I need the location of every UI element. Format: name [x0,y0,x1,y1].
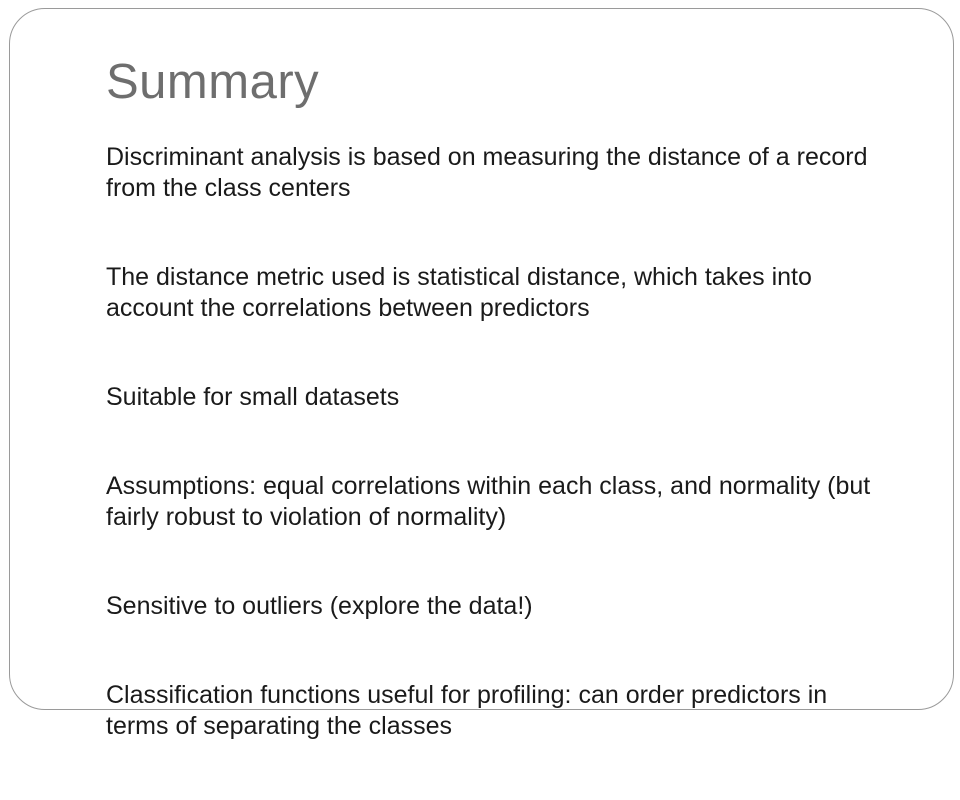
bullet-item: Classification functions useful for profiling: can order predictors in terms of separating the classes [106,681,828,740]
bullet-list [106,142,896,800]
bullet-item: Sensitive to outliers (explore the data!) [106,592,533,620]
bullet-item: The distance metric used is statistical distance, which takes into account the correlations between predictors [106,263,812,322]
bullet-item: Assumptions: equal correlations within each class, and normality (but fairly robust to violation of normality) [106,472,871,531]
slide-title: Summary [106,55,320,109]
bullet-item: Discriminant analysis is based on measuring the distance of a record from the class centers [106,143,868,202]
bullet-item: Suitable for small datasets [106,383,400,411]
